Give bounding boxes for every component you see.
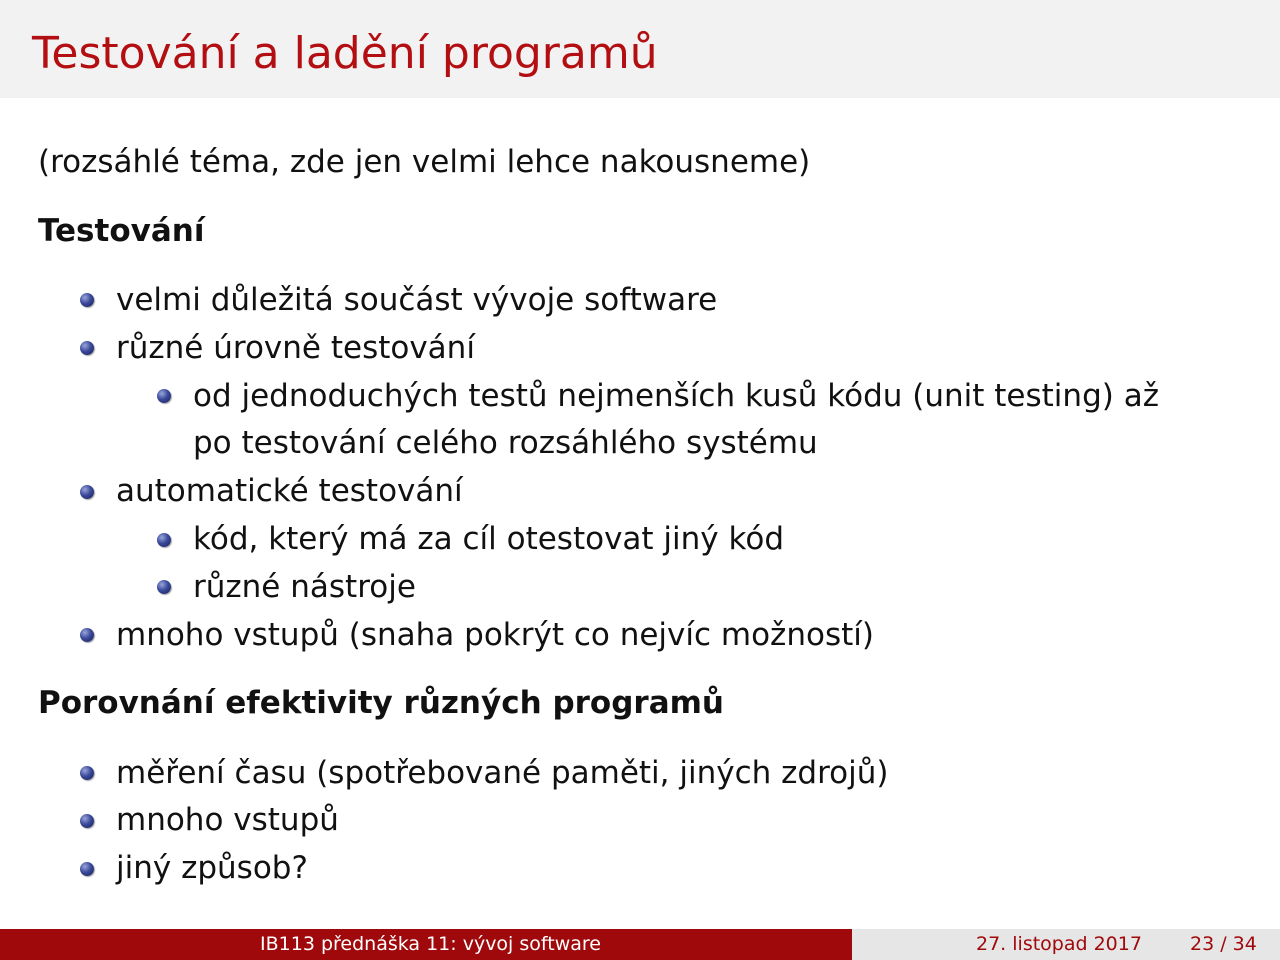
bullet-icon [80,628,94,642]
bullet-icon [80,341,94,355]
sub-list-item: různé nástroje [193,569,416,605]
list-item: mnoho vstupů [116,802,339,838]
footer-page-number: 23 / 34 [1190,933,1257,955]
intro-text: (rozsáhlé téma, zde jen velmi lehce nakousneme) [38,144,811,180]
section-heading-testovani: Testování [38,213,205,249]
list-item: jiný způsob? [116,850,308,886]
bullet-icon [80,485,94,499]
footer-date: 27. listopad 2017 [976,933,1142,955]
bullet-icon [80,293,94,307]
sub-bullet-icon [157,389,171,403]
sub-list-item: kód, který má za cíl otestovat jiný kód [193,521,784,557]
footer-lecture-title: IB113 přednáška 11: vývoj software [260,933,601,955]
slide-footer [0,929,1280,960]
bullet-icon [80,862,94,876]
list-item: automatické testování [116,473,463,509]
footer-left-panel [0,929,852,960]
section-heading-porovnani: Porovnání efektivity různých programů [38,685,724,721]
list-item: velmi důležitá součást vývoje software [116,282,718,318]
sub-list-item: od jednoduchých testů nejmenších kusů kódu (unit testing) až [193,378,1159,414]
bullet-icon [80,766,94,780]
list-item: různé úrovně testování [116,330,475,366]
slide-title: Testování a ladění programů [32,28,658,79]
bullet-icon [80,814,94,828]
list-item: měření času (spotřebované paměti, jiných zdrojů) [116,755,889,791]
sub-list-item-continuation: po testování celého rozsáhlého systému [193,425,818,461]
sub-bullet-icon [157,533,171,547]
list-item: mnoho vstupů (snaha pokrýt co nejvíc možností) [116,617,874,653]
footer-right-panel [852,929,1280,960]
sub-bullet-icon [157,580,171,594]
